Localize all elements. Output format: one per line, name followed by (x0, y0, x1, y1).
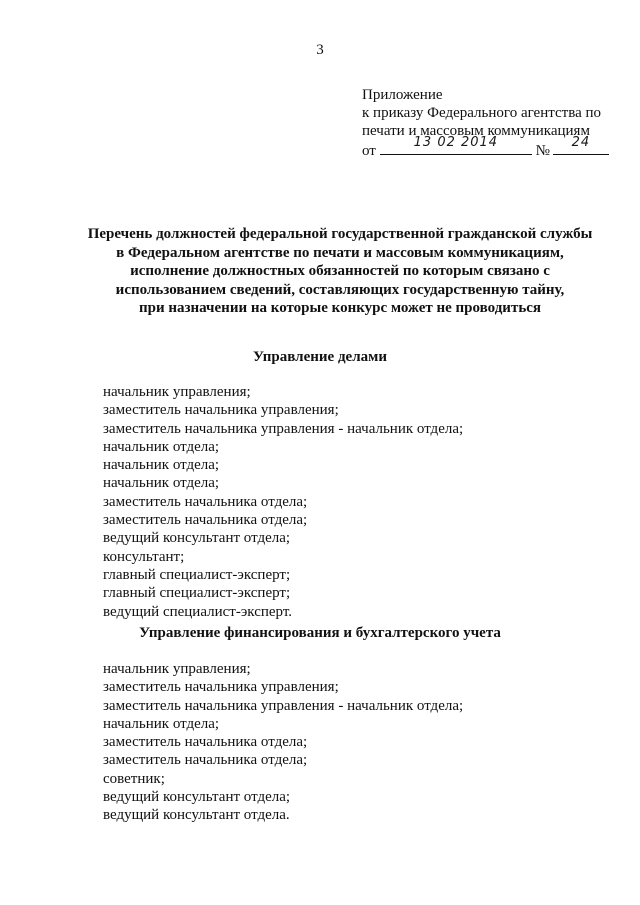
appendix-agency-line: печати и массовым коммуникациям (362, 123, 590, 139)
position-list-administration (103, 383, 463, 621)
order-date-number-line (362, 135, 609, 160)
position-item: главный специалист-эксперт; (103, 566, 291, 583)
position-item: заместитель начальника отдела; (103, 734, 308, 751)
appendix-heading: Приложение (362, 87, 443, 103)
position-item: начальник отдела; (103, 715, 220, 732)
appendix-block (362, 86, 609, 160)
handwritten-number: 24 (571, 135, 591, 150)
title-line: при назначении на которые конкурс может не проводиться (138, 300, 542, 316)
number-field (553, 135, 609, 155)
position-item: заместитель начальника управления; (103, 679, 339, 696)
position-item: заместитель начальника управления; (103, 402, 339, 419)
section-heading-administration: Управление делами (253, 349, 387, 365)
position-item: главный специалист-эксперт; (103, 585, 291, 602)
position-item: заместитель начальника управления - начальник отдела; (103, 697, 464, 714)
document-title (80, 225, 600, 318)
position-item: начальник отдела; (103, 438, 220, 455)
section-heading-finance: Управление финансирования и бухгалтерского учета (139, 625, 501, 641)
position-item: начальник отдела; (103, 457, 220, 474)
position-item: заместитель начальника отдела; (103, 512, 308, 529)
position-item: ведущий консультант отдела. (103, 807, 290, 824)
title-line: использованием сведений, составляющих государственную тайну, (115, 281, 565, 298)
appendix-order-line: к приказу Федерального агентства по (362, 105, 602, 121)
position-item: начальник управления; (103, 661, 251, 677)
title-line: Перечень должностей федеральной государственной гражданской службы (87, 226, 593, 242)
page-number: 3 (316, 42, 324, 58)
position-item: ведущий консультант отдела; (103, 530, 291, 547)
position-item: консультант; (103, 548, 185, 565)
title-line: исполнение должностных обязанностей по которым связано с (130, 263, 550, 279)
position-item: начальник управления; (103, 384, 251, 400)
position-item: заместитель начальника отдела; (103, 752, 308, 769)
position-list-finance (103, 660, 463, 825)
position-item: ведущий консультант отдела; (103, 789, 291, 806)
title-line: в Федеральном агентстве по печати и массовым коммуникациям, (116, 244, 564, 261)
position-item: советник; (103, 770, 165, 787)
position-item: начальник отдела; (103, 475, 220, 492)
position-item: заместитель начальника управления - начальник отдела; (103, 420, 464, 437)
handwritten-date: 13 02 2014 (413, 135, 499, 150)
number-prefix: № (535, 143, 550, 159)
position-item: заместитель начальника отдела; (103, 493, 308, 510)
date-prefix: от (362, 143, 376, 159)
position-item: ведущий специалист-эксперт. (103, 603, 293, 620)
date-field (380, 135, 532, 155)
